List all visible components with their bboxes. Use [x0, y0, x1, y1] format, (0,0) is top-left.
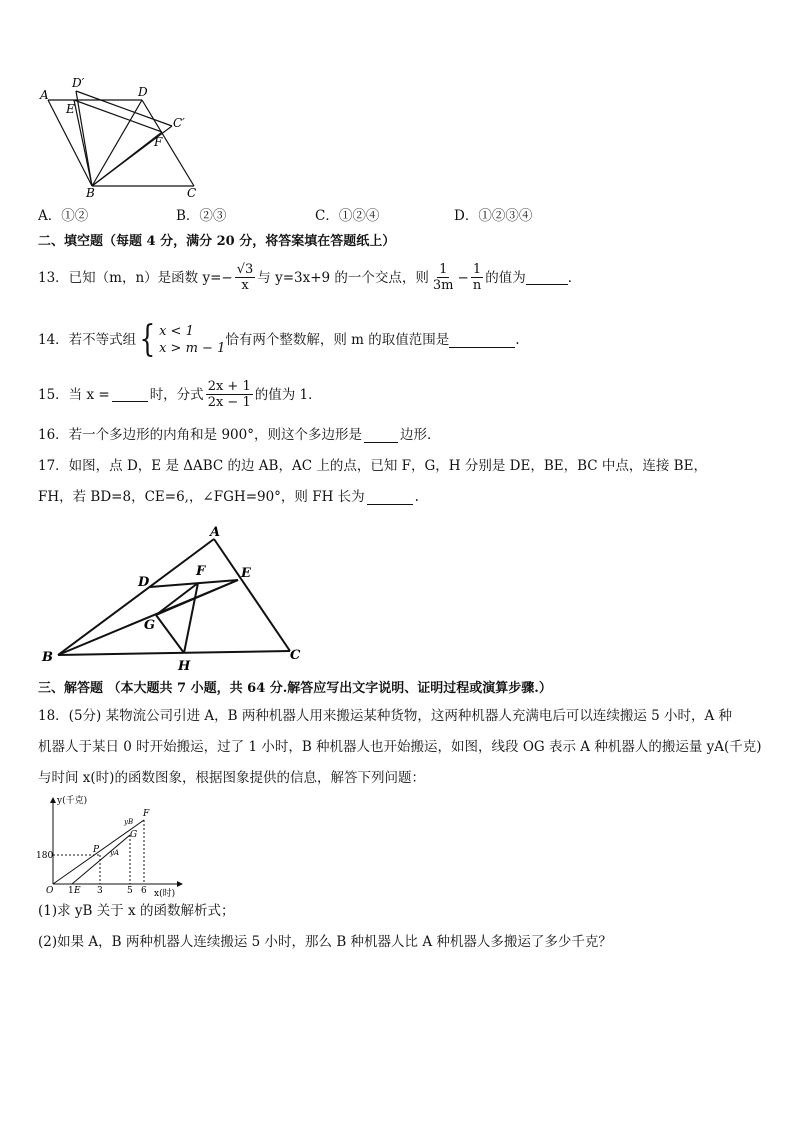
q14-inequality-system [136, 319, 226, 360]
y-axis-label: y(千克) [57, 796, 88, 806]
q13-frac3-den: n [472, 278, 482, 293]
question-17-line-2 [38, 487, 419, 507]
q13-text-3: 的值为 [485, 269, 526, 286]
q15-text-2: 时，分式 [149, 386, 204, 403]
brace-icon: { [139, 319, 156, 360]
question-15 [38, 379, 322, 410]
x-tick-3: 3 [97, 886, 103, 896]
x-tick-6: 6 [141, 886, 147, 896]
q13-end: ． [567, 269, 582, 286]
q16-answer-blank[interactable] [364, 428, 398, 443]
q12-option-a: A．①② [38, 208, 89, 224]
label-C: C [187, 186, 197, 198]
question-14 [38, 319, 520, 360]
label-yA: yA [110, 849, 120, 857]
q12-option-b: B．②③ [176, 208, 227, 224]
q15-fraction [206, 379, 253, 410]
q12-option-c: C．①②④ [315, 208, 380, 224]
q13-answer-blank[interactable] [526, 270, 568, 285]
y-tick-180: 180 [36, 851, 54, 861]
x-axis-label: x(时) [154, 889, 176, 899]
q18-sub-question-2: (2)如果 A，B 两种机器人连续搬运 5 小时，那么 B 种机器人比 A 种机器人多搬运了多少千克？ [38, 934, 612, 950]
q18-line-1: 18．(5分) 某物流公司引进 A，B 两种机器人用来搬运某种货物，这两种机器人充满电后可以连续搬运 5 小时，A 种 [38, 708, 733, 724]
label-D: D [138, 575, 150, 590]
label-B: B [42, 650, 53, 665]
label-H: H [178, 659, 191, 673]
q13-frac2-num: 1 [439, 262, 448, 277]
triangle-figure [38, 525, 310, 673]
q13-text-1: 13．已知（m，n）是函数 y=− [38, 269, 233, 286]
label-F: F [196, 564, 206, 579]
label-G: G [144, 618, 156, 633]
origin-label: O [46, 886, 54, 896]
q18-sub-question-1: (1)求 yB 关于 x 的函数解析式； [38, 903, 235, 919]
q14-text-1: 14．若不等式组 [38, 332, 137, 348]
q13-frac1-den: x [241, 278, 249, 293]
label-D: D [138, 85, 148, 99]
q15-answer-blank[interactable] [112, 387, 148, 402]
q13-fraction-3 [471, 262, 483, 293]
point-E: E [74, 886, 81, 896]
q17-line-1: 17．如图，点 D，E 是 ΔABC 的边 AB，AC 上的点，已知 F，G，H 分别是 DE，BE，BC 中点，连接 BE， [38, 458, 707, 474]
q13-frac2-den: 3m [432, 278, 454, 293]
section2-title: 二、填空题（每题 4 分，满分 20 分，将答案填在答题纸上） [38, 234, 396, 249]
q12-option-d: D．①②③④ [454, 208, 533, 224]
q13-text-2: 与 y=3x+9 的一个交点，则 [257, 269, 429, 286]
label-E: E [241, 566, 251, 581]
q13-frac3-num: 1 [472, 262, 482, 277]
q18-line-3: 与时间 x(时)的函数图象，根据图象提供的信息，解答下列问题： [38, 770, 425, 786]
label-A: A [210, 525, 221, 540]
question-16 [38, 425, 441, 445]
q14-text-2: 恰有两个整数解，则 m 的取值范围是 [225, 332, 450, 348]
label-C: C [290, 648, 301, 663]
label-B: B [86, 186, 95, 198]
point-F: F [143, 809, 150, 819]
parallelogram-figure [34, 76, 214, 198]
q16-text-2: 边形． [400, 427, 441, 443]
q17-answer-blank[interactable] [367, 490, 413, 505]
section3-title: 三、解答题 （本大题共 7 小题，共 64 分.解答应写出文字说明、证明过程或演算步骤.） [38, 681, 552, 696]
q14-line-1: x < 1 [159, 324, 194, 339]
label-C-prime: C′ [173, 116, 185, 130]
q14-answer-blank[interactable] [449, 333, 515, 348]
q14-end: . [515, 332, 520, 348]
question-13 [38, 262, 581, 293]
label-E: E [66, 102, 75, 116]
q15-text-3: 的值为 1． [254, 386, 322, 403]
x-tick-5: 5 [127, 886, 133, 896]
x-tick-1: 1 [68, 886, 74, 896]
q15-text-1: 15．当 x = [38, 386, 110, 403]
q18-line-2: 机器人于某日 0 时开始搬运，过了 1 小时，B 种机器人也开始搬运，如图，线段 OG 表示 A 种机器人的搬运量 yA(千克) [38, 739, 762, 755]
q17-text-2b: . [414, 489, 419, 505]
q16-text-1: 16．若一个多边形的内角和是 900°，则这个多边形是 [38, 427, 362, 443]
q13-fraction-2 [431, 262, 456, 293]
q13-fraction-1 [235, 262, 256, 293]
label-D-prime: D′ [72, 76, 85, 90]
q17-text-2a: FH，若 BD=8，CE=6,，∠FGH=90°，则 FH 长为 [38, 489, 365, 505]
q14-line-2: x > m − 1 [159, 341, 226, 356]
label-F: F [154, 135, 163, 149]
point-P: P [93, 845, 100, 855]
function-graph [36, 792, 186, 902]
q13-minus: − [457, 269, 469, 286]
point-G: G [130, 830, 138, 840]
q13-frac1-num: √3 [236, 262, 254, 277]
q15-frac-den: 2x − 1 [207, 395, 251, 410]
label-A: A [40, 88, 49, 102]
q15-frac-num: 2x + 1 [207, 379, 251, 394]
label-yB: yB [124, 818, 134, 826]
